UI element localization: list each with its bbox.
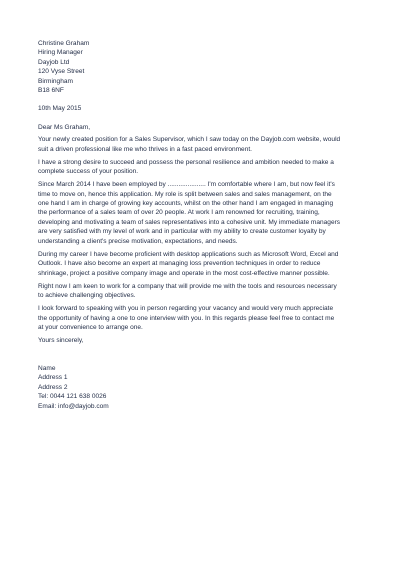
letter-paragraphs (38, 135, 366, 333)
paragraph-line: the opportunity of having a one to one interview with you. In this regards please feel free to contact me (38, 314, 335, 322)
paragraph-line: understanding a client's precise motivation, expectations, and needs. (38, 237, 238, 245)
paragraph-line: at your convenience to arrange one. (38, 324, 143, 332)
recipient-title: Hiring Manager (38, 49, 83, 57)
paragraph-line: time to move on, hence this application. My role is split between sales and sales management, on the (38, 190, 332, 198)
paragraph-2 (38, 158, 366, 177)
paragraph-line: suit a driven professional like me who thrives in a fast paced environment. (38, 145, 252, 153)
paragraph-line: to achieve challenging objectives. (38, 292, 136, 300)
sender-email: Email: info@dayjob.com (38, 402, 109, 410)
sender-name: Name (38, 364, 56, 372)
letter-date: 10th May 2015 (38, 105, 82, 113)
recipient-name: Christine Graham (38, 40, 90, 47)
paragraph-line: developing and motivating a team of sales representatives into a cohesive unit. My immediate managers (38, 218, 341, 226)
recipient-postcode: B18 6NF (38, 87, 64, 95)
paragraph-line: shrinkage, project a positive company image and operate in the most cost-effective manner possible. (38, 269, 330, 277)
sender-address-1: Address 1 (38, 374, 68, 382)
paragraph-5 (38, 282, 366, 301)
recipient-company: Dayjob Ltd (38, 58, 70, 66)
salutation: Dear Ms Graham, (38, 124, 91, 132)
sender-details (38, 364, 366, 411)
paragraph-line: Outlook. I have also become an expert at managing loss prevention techniques in order to reduce (38, 260, 321, 268)
paragraph-6 (38, 304, 366, 332)
paragraph-line: Your newly created position for a Sales Supervisor, which I saw today on the Dayjob.com website, would (38, 136, 341, 144)
paragraph-line: I have a strong desire to succeed and possess the personal resilience and ambition needed to make a (38, 158, 334, 166)
recipient-address (38, 39, 366, 96)
paragraph-4 (38, 250, 366, 278)
recipient-city: Birmingham (38, 77, 73, 85)
paragraph-line: Right now I am keen to work for a company that will provide me with the tools and resources necessary (38, 282, 337, 290)
paragraph-line: I look forward to speaking with you in person regarding your vacancy and would very much appreciate (38, 305, 334, 313)
paragraph-line: one hand I am in charge of growing key accounts, whilst on the other hand I am engaged in managing (38, 200, 334, 208)
paragraph-line: complete success of your position. (38, 168, 139, 176)
paragraph-line: Since March 2014 I have been employed by ..................... I'm comfortable where I am, but now feel it's (38, 181, 335, 189)
sender-tel: Tel: 0044 121 638 0026 (38, 393, 107, 401)
paragraph-3 (38, 180, 366, 246)
signoff: Yours sincerely, (38, 337, 84, 345)
paragraph-line: are very satisfied with my level of work and in particular with my ability to create customer loyalty by (38, 228, 326, 236)
letter-body (38, 39, 366, 411)
sender-address-2: Address 2 (38, 383, 68, 391)
paragraph-1 (38, 135, 366, 154)
paragraph-line: During my career I have become proficient with desktop applications such as Microsoft Word, Excel and (38, 250, 339, 258)
paragraph-line: the performance of a sales team of over 20 people. At work I am renowned for recruiting, training, (38, 209, 320, 217)
recipient-street: 120 Vyse Street (38, 68, 85, 76)
